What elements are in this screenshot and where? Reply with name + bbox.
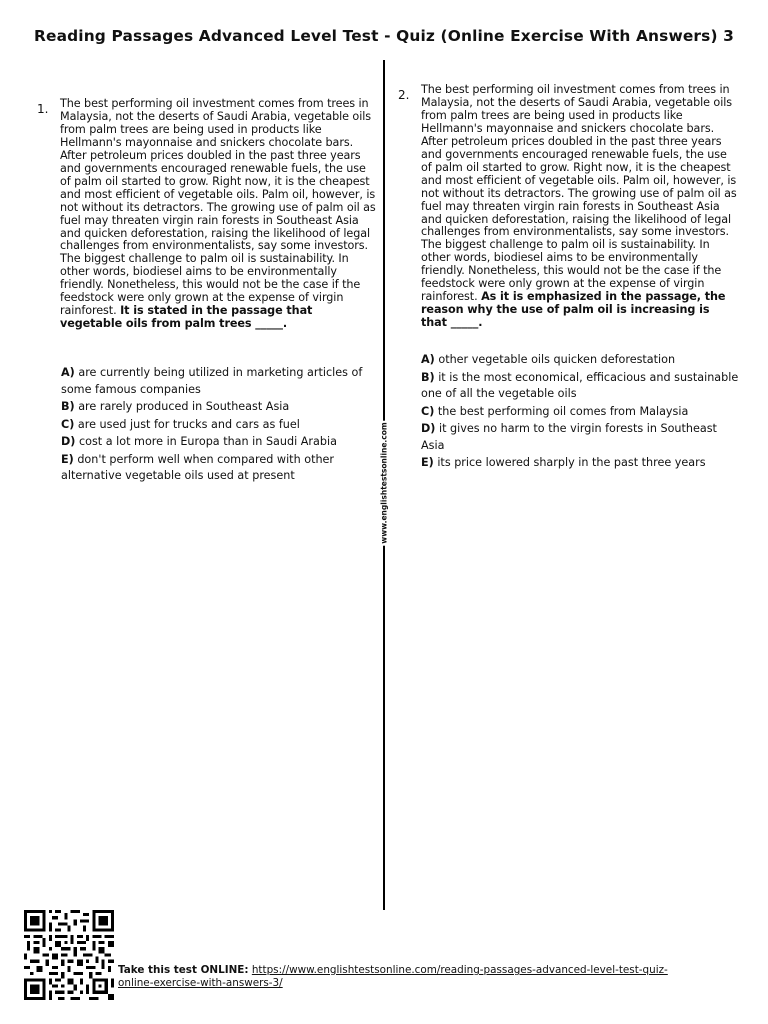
side-url-text: www.englishtestsonline.com [379, 422, 389, 544]
footer-link[interactable]: https://www.englishtestsonline.com/reading-passages-advanced-level-test-quiz-online-exercise-with-answers-3/ [118, 964, 668, 989]
question-1-options [61, 365, 381, 486]
question-2-number: 2. [398, 88, 410, 102]
option-text: are rarely produced in Southeast Asia [78, 400, 290, 413]
question-1-option-b[interactable] [61, 399, 381, 416]
question-1-option-c[interactable] [61, 417, 381, 434]
option-text: it is the most economical, efficacious and sustainable one of all the vegetable oils [421, 370, 739, 400]
option-letter: D) [61, 435, 76, 448]
question-2-option-d[interactable] [421, 421, 741, 454]
question-2-option-a[interactable] [421, 352, 741, 369]
question-1-passage [60, 98, 378, 331]
question-2-option-c[interactable] [421, 404, 741, 421]
option-letter: E) [61, 452, 74, 466]
option-letter: A) [421, 353, 435, 366]
option-letter: A) [61, 366, 75, 379]
option-letter: C) [421, 404, 435, 418]
option-text: it gives no harm to the virgin forests in Southeast Asia [421, 422, 717, 452]
qr-code-icon[interactable] [24, 910, 114, 1000]
option-text: the best performing oil comes from Malaysia [437, 404, 689, 418]
footer [118, 964, 688, 990]
option-letter: B) [61, 400, 75, 413]
question-1-option-d[interactable] [61, 434, 381, 451]
question-2-passage [421, 84, 739, 330]
question-1-option-a[interactable] [61, 365, 381, 398]
question-2-option-e[interactable] [421, 455, 741, 472]
option-text: are used just for trucks and cars as fuel [77, 417, 300, 431]
question-2-options [421, 352, 741, 473]
question-2-option-b[interactable] [421, 370, 741, 403]
question-2-prompt: As it is emphasized in the passage, the reason why the use of palm oil is increasing is that _____. [421, 290, 726, 330]
option-letter: E) [421, 456, 434, 469]
option-text: its price lowered sharply in the past three years [437, 456, 706, 469]
option-letter: C) [61, 417, 75, 431]
option-letter: D) [421, 422, 436, 435]
question-2-passage-text: The best performing oil investment comes from trees in Malaysia, not the deserts of Saudi Arabia, vegetable oils from palm trees are being used in products like Hellmann's mayonnaise and snickers chocolate bars. After petroleum prices doubled in the past three years and governments encouraged renewable fuels, the use of palm oil started to grow. Right now, it is the cheapest and most efficient of vegetable oils. Palm oil, however, is not without its detractors. The growing use of palm oil as fuel may threaten virgin rain forests in Southeast Asia and quicken deforestation, raising the likelihood of legal challenges from environmentalists, say some investors. The biggest challenge to palm oil is sustainability. In other words, biodiesel aims to be environmentally friendly. Nonetheless, this would not be the case if the feedstock were only grown at the expense of virgin rainforest. [421, 83, 737, 304]
option-text: other vegetable oils quicken deforestation [438, 353, 676, 366]
option-text: are currently being utilized in marketing articles of some famous companies [61, 366, 363, 396]
question-1-prompt: It is stated in the passage that vegetable oils from palm trees _____. [60, 304, 313, 331]
page-title: Reading Passages Advanced Level Test - Quiz (Online Exercise With Answers) 3 [33, 27, 735, 45]
question-1-passage-text: The best performing oil investment comes from trees in Malaysia, not the deserts of Saudi Arabia, vegetable oils from palm trees are being used in products like Hellmann's mayonnaise and snickers chocolate bars. After petroleum prices doubled in the past three years and governments encouraged renewable fuels, the use of palm oil started to grow. Right now, it is the cheapest and most efficient of vegetable oils. Palm oil, however, is not without its detractors. The growing use of palm oil as fuel may threaten virgin rain forests in Southeast Asia and quicken deforestation, raising the likelihood of legal challenges from environmentalists, say some investors. The biggest challenge to palm oil is sustainability. In other words, biodiesel aims to be environmentally friendly. Nonetheless, this would not be the case if the feedstock were only grown at the expense of virgin rainforest. [60, 97, 376, 318]
option-letter: B) [421, 370, 435, 384]
question-1-number: 1. [37, 102, 49, 116]
option-text: don't perform well when compared with other alternative vegetable oils used at present [61, 452, 335, 482]
footer-label: Take this test ONLINE: [118, 964, 249, 976]
question-1-option-e[interactable] [61, 452, 381, 485]
option-text: cost a lot more in Europa than in Saudi Arabia [78, 435, 337, 448]
